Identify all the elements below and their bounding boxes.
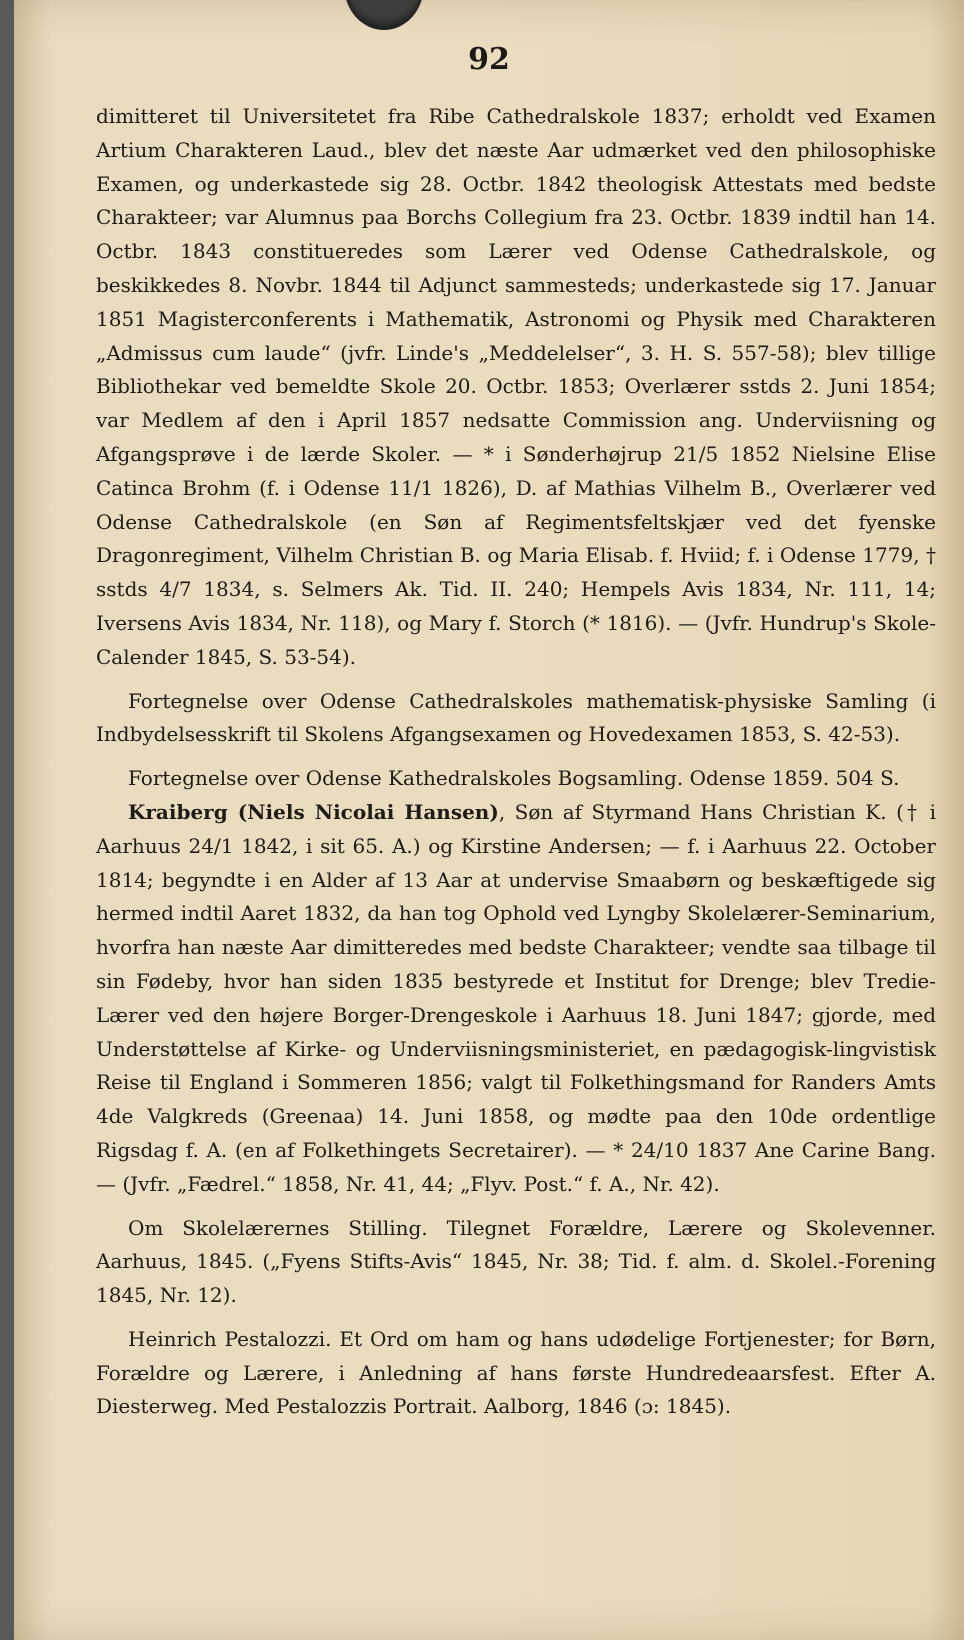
bibliography-entry: Heinrich Pestalozzi. Et Ord om ham og hans udødelige Fortjenester; for Børn, Forældre og Lærere, i Anledning af hans første Hundredeaarsfest. Efter A. Diesterweg. Med Pestalozzis Portrait. Aalborg, 1846 (ɔ: 1845). [96, 1326, 936, 1419]
biography-continuation: dimitteret til Universitetet fra Ribe Cathedralskole 1837; erholdt ved Examen Artium Charakteren Laud., blev det næste Aar udmærket ved den philosophiske Examen, og underkastede sig 28. Octbr. 1842 theologisk Attestats med bedste Charakteer; var Alumnus paa Borchs Collegium fra 23. Octbr. 1839 indtil han 14. Octbr. 1843 constitueredes som Lærer ved Odense Cathedralskole, og beskikkedes 8. Novbr. 1844 til Adjunct sammesteds; underkastede sig 17. Januar 1851 Magisterconferents i Mathematik, Astronomi og Physik med Charakteren „Admissus cum laude“ (jvfr. Linde's „Meddelelser“, 3. H. S. 557-58); blev tillige Bibliothekar ved bemeldte Skole 20. Octbr. 1853; Overlærer sstds 2. Juni 1854; var Medlem af den i April 1857 nedsatte Commission ang. Underviisning og Afgangsprøve i de lærde Skoler. — * i Sønderhøjrup 21/5 1852 Nielsine Elise Catinca Brohm (f. i Odense 11/1 1826), D. af Mathias Vilhelm B., Overlærer ved Odense Cathedralskole (en Søn af Regimentsfeltskjær ved det fyenske Dragonregiment, Vilhelm Christian B. og Maria Elisab. f. Hviid; f. i Odense 1779, † sstds 4/7 1834, s. Selmers Ak. Tid. II. 240; Hempels Avis 1834, Nr. 111, 14; Iversens Avis 1834, Nr. 118), og Mary f. Storch (* 1816). — (Jvfr. Hundrup's Skole-Calender 1845, S. 53-54). [96, 104, 936, 669]
bibliography-entry: Fortegnelse over Odense Cathedralskoles mathematisk-physiske Samling (i Indbydelsesskrift til Skolens Afgangsexamen og Hovedexamen 1853, S. 42-53). [96, 688, 936, 747]
bibliography-entry: Om Skolelærernes Stilling. Tilegnet Forældre, Lærere og Skolevenner. Aarhuus, 1845. („Fyens Stifts-Avis“ 1845, Nr. 38; Tid. f. alm. d. Skolel.-Forening 1845, Nr. 12). [96, 1215, 936, 1308]
bibliography-entry: Fortegnelse over Odense Kathedralskoles Bogsamling. Odense 1859. 504 S. [128, 766, 900, 791]
book-page [14, 0, 964, 1640]
binding-hole [344, 0, 424, 30]
entry-text: , Søn af Styrmand Hans Christian K. († i Aarhuus 24/1 1842, i sit 65. A.) og Kirstine Andersen; — f. i Aarhuus 22. October 1814; begyndte i en Alder af 13 Aar at undervise Smaabørn og beskæftigede sig hermed indtil Aaret 1832, da han tog Ophold ved Lyngby Skolelærer-Seminarium, hvorfra han næste Aar dimitteredes med bedste Charakteer; vendte saa tilbage til sin Fødeby, hvor han siden 1835 bestyrede et Institut for Drenge; blev Tredie-Lærer ved den højere Borger-Drengeskole i Aarhuus 18. Juni 1847; gjorde, med Understøttelse af Kirke- og Underviisningsministeriet, en pædagogisk-lingvistisk Reise til England i Sommeren 1856; valgt til Folkethingsmand for Randers Amts 4de Valgkreds (Greenaa) 14. Juni 1858, og mødte paa den 10de ordentlige Rigsdag f. A. (en af Folkethingets Secretairer). — * 24/10 1837 Ane Carine Bang. — (Jvfr. „Fædrel.“ 1858, Nr. 41, 44; „Flyv. Post.“ f. A., Nr. 42). [96, 799, 936, 1196]
page-number: 92 [468, 42, 510, 77]
body-text [96, 100, 936, 1424]
entry-name: Kraiberg (Niels Nicolai Hansen) [128, 799, 499, 824]
biography-entry [96, 796, 936, 1202]
